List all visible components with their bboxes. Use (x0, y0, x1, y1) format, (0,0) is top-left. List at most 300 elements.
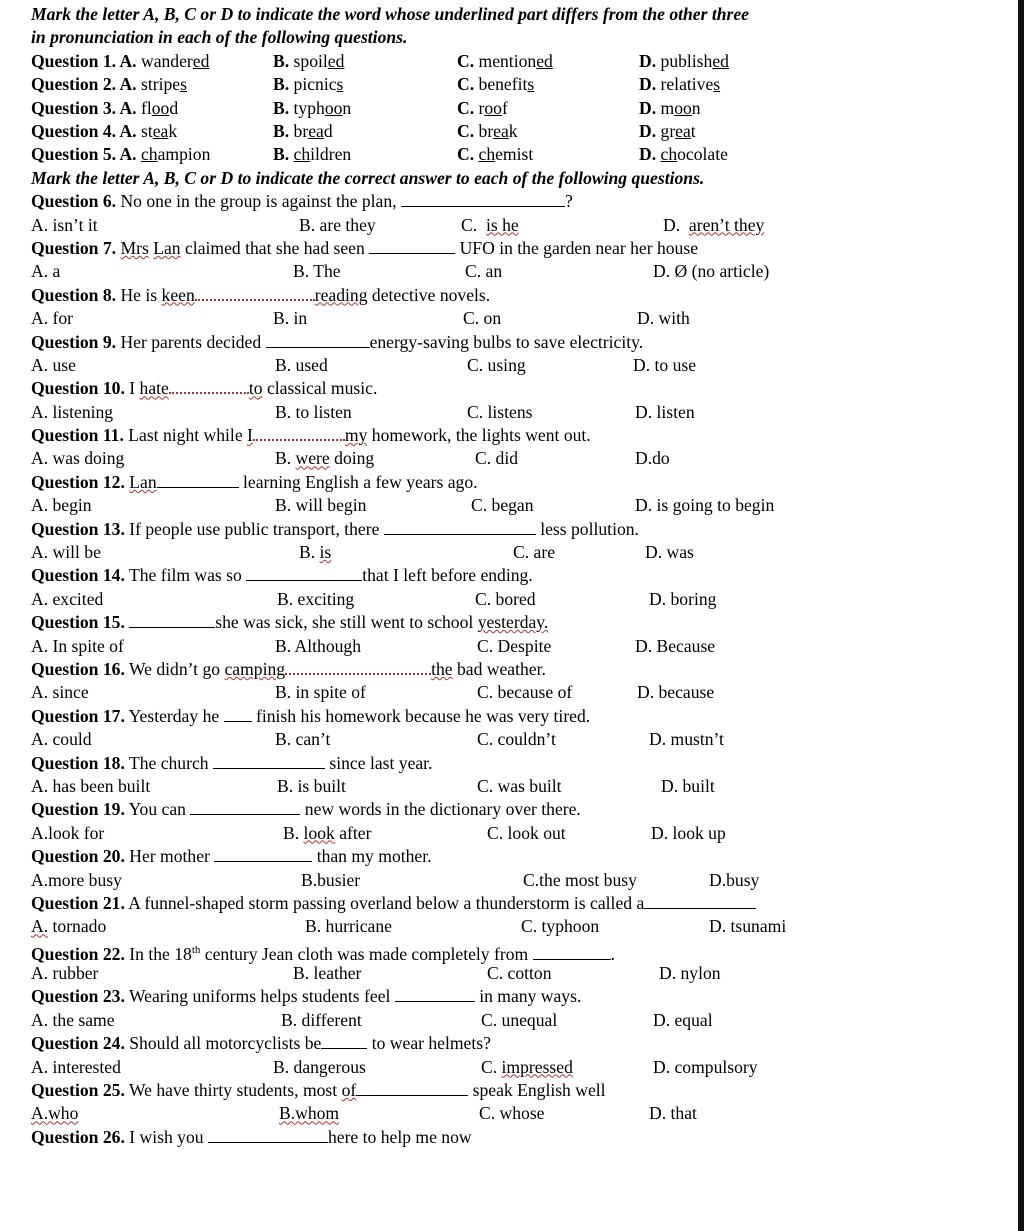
option-d: D. with (637, 308, 690, 329)
underlined-part: oo (674, 97, 692, 118)
options-17 (31, 728, 971, 751)
question-text: ? (564, 191, 573, 212)
option-b: B. different (281, 1009, 362, 1030)
pronunciation-question-2 (31, 73, 971, 96)
question-text: she was sick, she still went to school (215, 612, 474, 633)
question-number: Question 25. (31, 1080, 125, 1101)
question-text: classical music. (266, 378, 378, 399)
question-text: detective novels. (371, 284, 491, 305)
option-c: is he (485, 214, 519, 235)
option-c: C. Despite (477, 635, 552, 656)
option-a: A.look for (31, 822, 105, 843)
option-b: B. to listen (275, 401, 352, 422)
option-a (31, 143, 210, 166)
option-word (479, 144, 534, 164)
option-a: A.who (31, 1103, 79, 1124)
answer-blank (266, 332, 370, 348)
word-part: fl (141, 97, 152, 118)
answer-blank (401, 191, 565, 207)
option-word (294, 51, 345, 71)
question-number: Question 2. A. (31, 74, 137, 95)
word-part: st (141, 120, 153, 141)
answer-blank (253, 424, 345, 441)
answer-blank (208, 1127, 328, 1143)
question-text: camping (224, 658, 286, 679)
question-text: Her mother (129, 846, 210, 867)
word-part: benefit (478, 74, 528, 95)
word-part: spoil (293, 50, 328, 71)
option-c: C. couldn’t (477, 729, 556, 750)
options-25 (31, 1102, 971, 1125)
underlined-part: oo (324, 97, 343, 118)
word-part: wander (141, 50, 193, 71)
underlined-part: ch (478, 144, 496, 165)
question-number: Question 15. (31, 612, 125, 633)
question-text: He is (120, 284, 158, 305)
answer-blank (213, 753, 325, 769)
option-b (273, 73, 343, 96)
pronunciation-question-4 (31, 120, 971, 143)
underlined-part: ea (493, 120, 509, 141)
option-a: A. interested (31, 1056, 121, 1077)
question-number: Question 17. (31, 705, 125, 726)
question-text: In the 18 (129, 943, 192, 964)
instruction-line: in pronunciation in each of the following questions. (31, 27, 408, 48)
option-d (639, 120, 696, 143)
option-d: D. Because (635, 635, 716, 656)
question-text: my (344, 425, 368, 446)
option-b-label: B. (275, 448, 292, 469)
options-24 (31, 1056, 971, 1079)
question-text: Lan (153, 237, 181, 258)
options-19 (31, 822, 971, 845)
option-b: B. hurricane (305, 916, 392, 937)
question-6 (31, 190, 971, 213)
option-b (273, 97, 351, 120)
option-a: A. the same (31, 1009, 115, 1030)
option-label: D. (639, 50, 657, 71)
word-part: emist (495, 144, 534, 165)
question-text: new words in the dictionary over there. (304, 799, 581, 820)
option-a: A. In spite of (31, 635, 124, 656)
question-13 (31, 518, 971, 541)
underlined-part: ea (675, 120, 691, 141)
option-c: C. typhoon (521, 916, 600, 937)
question-text: Lan (129, 471, 157, 492)
question-text: homework, the lights went out. (371, 425, 591, 446)
question-text: to wear helmets? (371, 1033, 491, 1054)
question-text: UFO in the garden near her house (459, 237, 699, 258)
question-number: Question 5. A. (31, 144, 137, 165)
word-part: gr (660, 120, 676, 141)
question-22 (31, 939, 971, 962)
question-number: Question 21. (31, 892, 125, 913)
answer-blank (356, 1080, 468, 1096)
question-text: I (247, 425, 253, 446)
pronunciation-question-5 (31, 143, 971, 166)
underlined-part: s (336, 74, 344, 95)
answer-blank (321, 1033, 367, 1049)
option-a (31, 120, 177, 143)
underlined-part: oo (484, 97, 502, 118)
question-24 (31, 1032, 971, 1055)
question-number: Question 18. (31, 752, 125, 773)
question-number: Question 8. (31, 284, 117, 305)
options-12 (31, 494, 971, 517)
question-number: Question 7. (31, 237, 117, 258)
option-word (141, 98, 178, 118)
options-22 (31, 962, 971, 985)
option-label: C. (457, 144, 475, 165)
question-number: Question 20. (31, 846, 125, 867)
option-c: C. listens (467, 401, 533, 422)
option-d: D. equal (653, 1009, 713, 1030)
question-text: hate (139, 378, 169, 399)
option-a (31, 73, 187, 96)
option-a (31, 97, 178, 120)
question-15 (31, 611, 971, 634)
option-b: B. used (275, 354, 328, 375)
option-label: C. (457, 74, 475, 95)
word-part: ocolate (677, 144, 728, 165)
option-d: D. tsunami (709, 916, 787, 937)
question-text: energy-saving bulbs to save electricity. (369, 331, 644, 352)
word-part: mention (478, 50, 537, 71)
option-c: C. look out (487, 822, 566, 843)
question-number: Question 16. (31, 658, 125, 679)
question-text: Last night while (128, 425, 243, 446)
question-text: reading (314, 284, 368, 305)
underlined-part: ch (141, 144, 158, 165)
option-label: C. (457, 97, 475, 118)
question-text: No one in the group is against the plan, (120, 191, 397, 212)
option-b: look (303, 822, 335, 843)
options-16 (31, 681, 971, 704)
question-text: to (248, 378, 263, 399)
question-text: yesterday. (477, 612, 549, 633)
question-number: Question 24. (31, 1033, 125, 1054)
option-d: D. listen (635, 401, 695, 422)
options-15 (31, 635, 971, 658)
instruction-correct-answer: Mark the letter A, B, C or D to indicate the correct answer to each of the following questions. (31, 167, 705, 188)
instruction-line: Mark the letter A, B, C or D to indicate the word whose underlined part differs from the other three (31, 4, 749, 24)
word-part: br (478, 120, 494, 141)
word-part: m (660, 97, 675, 118)
option-c: C. cotton (487, 963, 552, 984)
underlined-part: ed (327, 50, 345, 71)
option-b: B. in spite of (275, 682, 366, 703)
option-word (294, 74, 344, 94)
question-number: Question 4. A. (31, 120, 137, 141)
option-label: D. (639, 144, 657, 165)
option-a: A. a (31, 261, 61, 282)
question-21 (31, 892, 971, 915)
option-b: B. dangerous (273, 1056, 366, 1077)
option-c: C. on (463, 308, 502, 329)
answer-blank (246, 565, 362, 581)
option-a: A. use (31, 354, 76, 375)
answer-blank (214, 846, 312, 862)
question-text: Wearing uniforms helps students feel (128, 986, 391, 1007)
question-text: of (341, 1080, 357, 1101)
option-b-label: B. (283, 822, 300, 843)
option-a: A. was doing (31, 448, 125, 469)
question-19 (31, 798, 971, 821)
word-part: br (293, 120, 309, 141)
word-part: k (168, 120, 178, 141)
question-text: A funnel-shaped storm passing overland below a thunderstorm is called a (128, 892, 645, 913)
underlined-part: ea (308, 120, 324, 141)
word-part: d (169, 97, 179, 118)
option-a: A. listening (31, 401, 114, 422)
option-b: after (339, 822, 372, 843)
option-word (141, 51, 209, 71)
worksheet (31, 3, 971, 1149)
question-text: speak English well (472, 1080, 606, 1101)
word-part: typh (293, 97, 325, 118)
option-c: C. using (467, 354, 526, 375)
word-part: relative (660, 74, 714, 95)
question-text: that I left before ending. (362, 565, 533, 586)
underlined-part: ed (536, 50, 553, 71)
question-text: bad weather. (456, 658, 546, 679)
answer-blank (157, 472, 239, 488)
question-number: Question 22. (31, 943, 125, 964)
option-d (639, 50, 729, 73)
options-9 (31, 354, 971, 377)
option-d: D. is going to begin (635, 495, 775, 516)
question-text: since last year. (329, 752, 433, 773)
answer-blank (169, 377, 249, 394)
underlined-part: ch (293, 144, 311, 165)
options-10 (31, 401, 971, 424)
question-text: The film was so (128, 565, 242, 586)
answer-blank (195, 284, 315, 301)
option-c (457, 50, 553, 73)
question-number: Question 13. (31, 518, 125, 539)
option-b: B. leather (293, 963, 362, 984)
option-d: D. compulsory (653, 1056, 758, 1077)
option-b: B.busier (301, 869, 361, 890)
option-b: were (295, 448, 330, 469)
question-text: the (431, 658, 453, 679)
answer-blank (129, 612, 215, 628)
option-word (479, 121, 518, 141)
option-b: B. Although (275, 635, 362, 656)
underlined-part: ch (660, 144, 678, 165)
option-c-label: C. (481, 1056, 498, 1077)
word-part: n (342, 97, 352, 118)
option-label: C. (457, 120, 475, 141)
question-text: in many ways. (479, 986, 582, 1007)
question-16 (31, 658, 971, 681)
question-26 (31, 1126, 971, 1149)
word-part: d (323, 120, 333, 141)
option-d: D. because (637, 682, 715, 703)
option-d (639, 73, 720, 96)
option-c-label: C. (461, 214, 478, 235)
option-word (479, 51, 553, 71)
options-7 (31, 260, 971, 283)
question-18 (31, 752, 971, 775)
option-d: D. mustn’t (649, 729, 724, 750)
option-b: doing (334, 448, 375, 469)
question-text: claimed that she had seen (185, 237, 365, 258)
word-part: publish (660, 50, 713, 71)
option-word (661, 51, 729, 71)
option-c: C.the most busy (523, 869, 637, 890)
page-edge-bar (1018, 0, 1024, 1231)
options-14 (31, 588, 971, 611)
answer-blank (224, 706, 252, 722)
option-word (661, 121, 696, 141)
option-label: D. (639, 120, 657, 141)
option-label: C. (457, 50, 475, 71)
option-b: B.whom (279, 1103, 340, 1124)
option-a: A. since (31, 682, 89, 703)
answer-blank (395, 986, 475, 1002)
option-a: A.more busy (31, 869, 122, 890)
option-b: is (319, 542, 332, 563)
question-10 (31, 377, 971, 400)
option-a: tornado (52, 916, 107, 937)
option-d: D. Ø (no article) (653, 261, 770, 282)
option-c: impressed (501, 1056, 573, 1077)
question-11 (31, 424, 971, 447)
word-part: t (690, 120, 696, 141)
option-c: C. did (475, 448, 519, 469)
underlined-part: oo (151, 97, 170, 118)
question-25 (31, 1079, 971, 1102)
option-c (457, 73, 534, 96)
option-d: aren’t they (688, 214, 765, 235)
option-word (661, 98, 701, 118)
options-11 (31, 447, 971, 470)
question-text: The church (128, 752, 209, 773)
question-text: You can (128, 799, 186, 820)
option-d: D. was (645, 542, 694, 563)
question-number: Question 12. (31, 471, 125, 492)
option-a: A. could (31, 729, 92, 750)
option-c (457, 120, 518, 143)
question-number: Question 11. (31, 425, 124, 446)
question-text: finish his homework because he was very tired. (256, 705, 591, 726)
question-text: Yesterday he (128, 705, 220, 726)
option-word (294, 121, 333, 141)
option-d: D.busy (709, 869, 760, 890)
option-c: C. unequal (481, 1009, 558, 1030)
option-word (141, 74, 187, 94)
option-label: B. (273, 97, 290, 118)
question-number: Question 10. (31, 378, 125, 399)
options-23 (31, 1009, 971, 1032)
question-number: Question 9. (31, 331, 117, 352)
word-part: ampion (157, 144, 211, 165)
option-d: D. that (649, 1103, 697, 1124)
option-b: B. exciting (277, 588, 355, 609)
question-20 (31, 845, 971, 868)
question-text: We have thirty students, most (128, 1080, 338, 1101)
underlined-part: ed (192, 50, 210, 71)
option-label: B. (273, 144, 290, 165)
underlined-part: s (527, 74, 535, 95)
word-part: k (508, 120, 518, 141)
option-b: B. will begin (275, 495, 367, 516)
option-c (457, 97, 508, 120)
question-text: here to help me now (327, 1126, 472, 1147)
option-c: C. because of (477, 682, 573, 703)
pronunciation-question-3 (31, 97, 971, 120)
option-a: A. will be (31, 542, 101, 563)
underlined-part: ea (152, 120, 169, 141)
option-word (141, 144, 210, 164)
option-word (661, 144, 728, 164)
question-14 (31, 564, 971, 587)
question-text: Her parents decided (120, 331, 262, 352)
question-number: Question 23. (31, 986, 125, 1007)
question-number: Question 26. (31, 1126, 125, 1147)
question-number: Question 14. (31, 565, 125, 586)
option-word (479, 98, 508, 118)
question-17 (31, 705, 971, 728)
options-8 (31, 307, 971, 330)
option-a: A. excited (31, 588, 104, 609)
option-d: D. look up (651, 822, 726, 843)
option-c: C. are (513, 542, 556, 563)
option-word (661, 74, 721, 94)
option-c (457, 143, 533, 166)
option-b (273, 143, 351, 166)
question-text: Mrs (120, 237, 149, 258)
word-part: ildren (310, 144, 352, 165)
options-21 (31, 915, 971, 938)
option-b: B. in (273, 308, 308, 329)
underlined-part: ed (712, 50, 729, 71)
option-word (294, 144, 352, 164)
option-label: D. (639, 97, 657, 118)
question-text: I wish you (129, 1126, 204, 1147)
option-c: C. began (471, 495, 534, 516)
option-d: D. to use (633, 354, 697, 375)
option-d: D. built (661, 775, 715, 796)
option-a: A. isn’t it (31, 214, 98, 235)
option-d: D. boring (649, 588, 717, 609)
pronunciation-question-1 (31, 50, 971, 73)
option-d: D.do (635, 448, 670, 469)
question-9 (31, 331, 971, 354)
question-text: . (610, 943, 616, 964)
options-13 (31, 541, 971, 564)
question-7 (31, 237, 971, 260)
question-text: than my mother. (316, 846, 432, 867)
option-word (479, 74, 535, 94)
question-text: learning English a few years ago. (243, 471, 478, 492)
option-b: B. can’t (275, 729, 331, 750)
option-label: B. (273, 50, 290, 71)
option-a: A. for (31, 308, 74, 329)
question-text: Should all motorcyclists be (129, 1033, 322, 1054)
answer-blank (384, 519, 536, 535)
option-a: A. rubber (31, 963, 99, 984)
question-number: Question 1. A. (31, 50, 137, 71)
question-text: I (129, 378, 136, 399)
option-b (273, 50, 344, 73)
word-part: r (478, 97, 485, 118)
answer-blank (190, 799, 300, 815)
option-b-label: B. (299, 542, 316, 563)
question-number: Question 6. (31, 191, 117, 212)
options-20 (31, 869, 971, 892)
